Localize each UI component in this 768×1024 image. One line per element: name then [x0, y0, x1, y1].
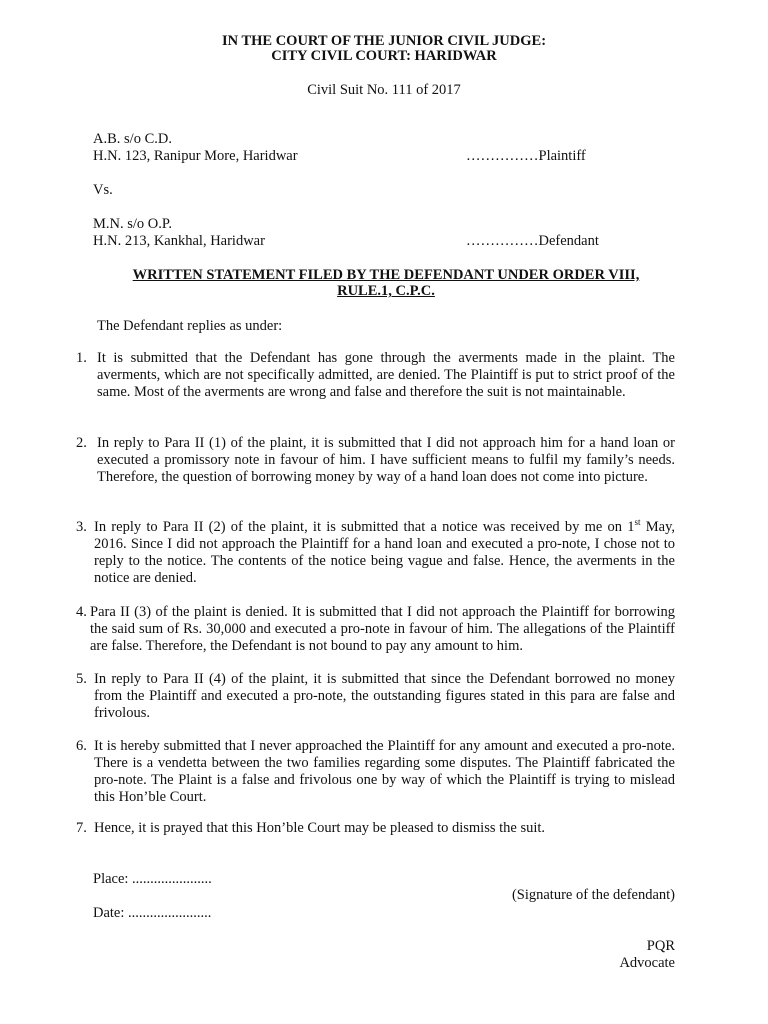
para-7-number: 7.: [76, 820, 87, 836]
intro-text: The Defendant replies as under:: [97, 318, 283, 334]
signature-line: (Signature of the defendant): [511, 887, 675, 903]
para-6-text: It is hereby submitted that I never approached the Plaintiff for any amount and executed a pro-note. There is a vendetta between the two families regarding some disputes. The Plaintiff fabricated the pro-note. The Plaint is a false and frivolous one by way of which the Plaintiff is trying to mislead this Hon’ble Court.: [94, 738, 675, 805]
para-3-text-after: May, 2016. Since I did not approach the Plaintiff for a hand loan and executed a pro-note, I chose not to reply to the notice. The contents of the notice being vague and false. Hence, the averments in the notice are denied.: [94, 519, 675, 586]
para-3-number: 3.: [76, 519, 87, 535]
para-4-number: 4.: [76, 604, 87, 620]
para-3-text: [94, 519, 675, 587]
advocate-name: PQR: [646, 938, 675, 954]
advocate-title: Advocate: [619, 955, 675, 971]
suit-number: Civil Suit No. 111 of 2017: [307, 82, 461, 98]
para-1-text: It is submitted that the Defendant has gone through the averments made in the plaint. The averments, which are not specifically admitted, are denied. The Plaintiff is put to strict proof of the same. Most of the averments are wrong and false and therefore the suit is not maintainable.: [97, 350, 675, 400]
para-3-superscript: st: [634, 517, 641, 528]
para-1-number: 1.: [76, 350, 87, 366]
defendant-name: M.N. s/o O.P.: [93, 216, 172, 232]
para-2-text: In reply to Para II (1) of the plaint, it is submitted that I did not approach him for a hand loan or executed a promissory note in favour of him. I have sufficient means to fulfil my family’s needs. Therefore, the question of borrowing money by way of a hand loan does not come into picture.: [97, 435, 675, 485]
para-5-text: In reply to Para II (4) of the plaint, it is submitted that since the Defendant borrowed no money from the Plaintiff and executed a pro-note, the outstanding figures stated in this para are false and frivolous.: [94, 671, 675, 721]
versus: Vs.: [93, 182, 113, 198]
court-title-line2: CITY CIVIL COURT: HARIDWAR: [271, 48, 497, 64]
plaintiff-address: H.N. 123, Ranipur More, Haridwar: [93, 148, 298, 164]
statement-title-line1: WRITTEN STATEMENT FILED BY THE DEFENDANT UNDER ORDER VIII,: [132, 267, 640, 283]
para-5-number: 5.: [76, 671, 87, 687]
defendant-address: H.N. 213, Kankhal, Haridwar: [93, 233, 265, 249]
statement-title-line2: RULE.1, C.P.C.: [337, 283, 435, 299]
para-4-text: Para II (3) of the plaint is denied. It is submitted that I did not approach the Plaintiff for borrowing the said sum of Rs. 30,000 and executed a pro-note in favour of him. The allegations of the Plaintiff are false. Therefore, the Defendant is not bound to pay any amount to him.: [90, 604, 675, 654]
plaintiff-role: ……………Plaintiff: [466, 148, 586, 164]
place-line: Place: ......................: [93, 871, 212, 887]
para-6-number: 6.: [76, 738, 87, 754]
defendant-role: ……………Defendant: [466, 233, 599, 249]
plaintiff-name: A.B. s/o C.D.: [93, 131, 172, 147]
para-2-number: 2.: [76, 435, 87, 451]
para-3-text-before: In reply to Para II (2) of the plaint, it is submitted that a notice was received by me on 1: [94, 519, 635, 535]
date-line: Date: .......................: [93, 905, 212, 921]
para-7-text: Hence, it is prayed that this Hon’ble Court may be pleased to dismiss the suit.: [94, 820, 546, 836]
court-title-line1: IN THE COURT OF THE JUNIOR CIVIL JUDGE:: [221, 33, 547, 49]
